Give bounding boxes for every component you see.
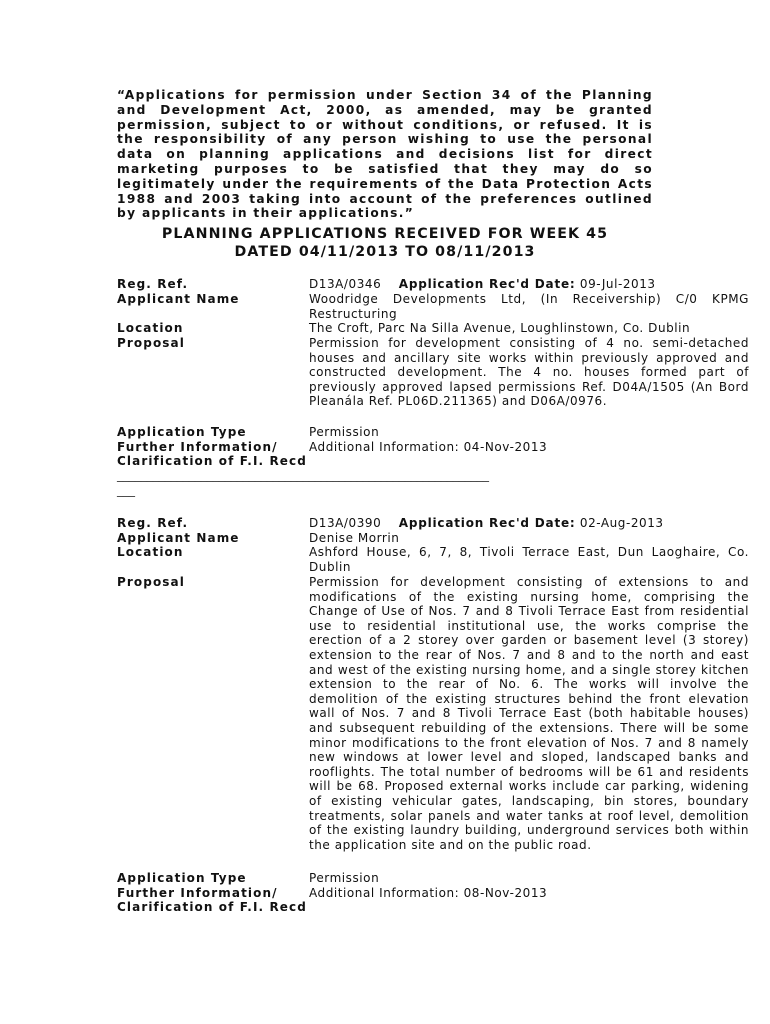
further-info-label: Further Information/ <box>117 886 278 900</box>
separator-line-tail: ___ <box>117 483 135 497</box>
separator-line: ______________________________________________________________ <box>117 468 489 482</box>
reg-ref-value: D13A/0390 <box>309 516 382 530</box>
clarification-label: Clarification of F.I. Recd <box>117 900 307 914</box>
recd-date-label: Application Rec'd Date: <box>398 516 576 530</box>
reg-ref-line <box>309 277 656 292</box>
reg-ref-label: Reg. Ref. <box>117 516 189 530</box>
reg-ref-label: Reg. Ref. <box>117 277 189 291</box>
clarification-label: Clarification of F.I. Recd <box>117 454 307 468</box>
recd-date-label: Application Rec'd Date: <box>398 277 576 291</box>
recd-date-value: 09-Jul-2013 <box>579 277 656 291</box>
applicant-name-value: Woodridge Developments Ltd, (In Receivership) C/0 KPMG Restructuring <box>309 292 749 321</box>
location-label: Location <box>117 321 184 335</box>
page-subtitle: DATED 04/11/2013 TO 08/11/2013 <box>234 244 536 260</box>
proposal-value: Permission for development consisting of extensions to and modifications of the existing nursing home, comprising the Change of Use of Nos. 7 and 8 Tivoli Terrace East from residential use to residential institutional use, the works comprise the erection of a 2 storey over garden or basement level (3 storey) extension to the rear of Nos. 7 and 8 and to the north and east and west of the existing nursing home, and a single storey kitchen extension to the rear of No. 6. The works will involve the demolition of the existing structures behind the front elevation wall of Nos. 7 and 8 Tivoli Terrace East (both habitable houses) and subsequent rebuilding of the extensions. There will be some minor modifications to the front elevation of Nos. 7 and 8 namely new windows at lower level and sloped, landscaped banks and rooflights. The total number of bedrooms will be 61 and residents will be 68. Proposed external works include car parking, widening of existing vehicular gates, landscaping, bin stores, boundary treatments, solar panels and water tanks at roof level, demolition of the existing laundry building, underground services both within the application site and on the public road. <box>309 575 749 852</box>
applicant-name-label: Applicant Name <box>117 292 240 306</box>
further-info-value: Additional Information: 08-Nov-2013 <box>309 886 548 900</box>
reg-ref-value: D13A/0346 <box>309 277 382 291</box>
further-info-value: Additional Information: 04-Nov-2013 <box>309 440 548 454</box>
applicant-name-value: Denise Morrin <box>309 531 400 545</box>
location-label: Location <box>117 545 184 559</box>
proposal-label: Proposal <box>117 336 185 350</box>
application-type-value: Permission <box>309 425 380 439</box>
application-type-value: Permission <box>309 871 380 885</box>
further-info-label: Further Information/ <box>117 440 278 454</box>
application-type-label: Application Type <box>117 425 247 439</box>
location-value: Ashford House, 6, 7, 8, Tivoli Terrace East, Dun Laoghaire, Co. Dublin <box>309 545 749 574</box>
recd-date-value: 02-Aug-2013 <box>579 516 664 530</box>
proposal-label: Proposal <box>117 575 185 589</box>
application-type-label: Application Type <box>117 871 247 885</box>
proposal-value: Permission for development consisting of 4 no. semi-detached houses and ancillary site works within previously approved and constructed development. The 4 no. houses formed part of previously approved lapsed permissions Ref. D04A/1505 (An Bord Pleanála Ref. PL06D.211365) and D06A/0976. <box>309 336 749 409</box>
location-value: The Croft, Parc Na Silla Avenue, Loughlinstown, Co. Dublin <box>309 321 691 335</box>
reg-ref-line <box>309 516 664 531</box>
applicant-name-label: Applicant Name <box>117 531 240 545</box>
page-title: PLANNING APPLICATIONS RECEIVED FOR WEEK 45 <box>161 226 609 242</box>
data-protection-notice: “Applications for permission under Section 34 of the Planning and Development Act, 2000, as amended, may be granted permission, subject to or without conditions, or refused. It is the responsibility of any person wishing to use the personal data on planning applications and decisions list for direct marketing purposes to be satisfied that they may do so legitimately under the requirements of the Data Protection Acts 1988 and 2003 taking into account of the preferences outlined by applicants in their applications.” <box>117 88 653 221</box>
